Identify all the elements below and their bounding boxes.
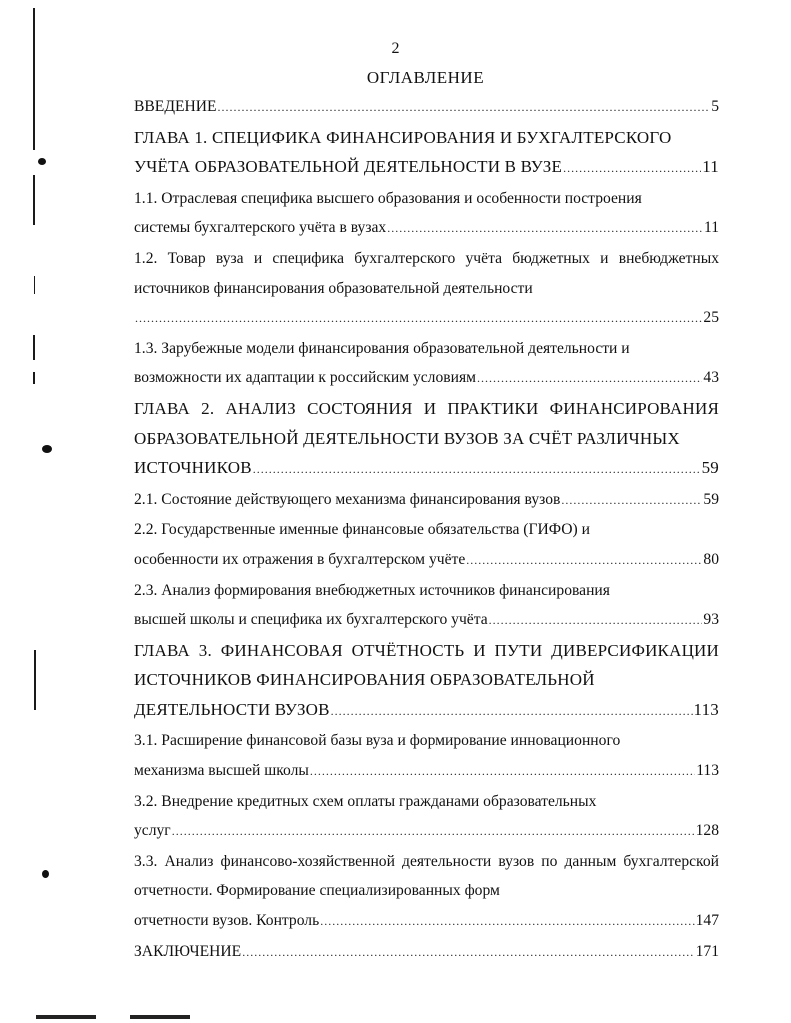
toc-entry[interactable] [134,334,719,394]
toc-entry-label: высшей школы и специфика их бухгалтерского учёта [134,611,488,629]
dot-leader [242,938,694,968]
toc-entry-text: 1.1. Отраслевая специфика высшего образования и особенности построения [134,189,642,207]
toc-entry-text: 1.3. Зарубежные модели финансирования образовательной деятельности и [134,339,630,357]
toc-page-number: 128 [695,822,719,840]
scan-noise [130,1015,190,1019]
dot-leader [477,364,702,394]
toc-entry-label: возможности их адаптации к российским условиям [134,369,477,387]
toc-page-number: 171 [695,942,719,960]
scan-edge-line [34,650,36,710]
toc-entry-text: 2.3. Анализ формирования внебюджетных источников финансирования [134,581,610,599]
toc-entry-label: ДЕЯТЕЛЬНОСТИ ВУЗОВ [134,699,330,719]
punch-hole-mark [38,158,46,165]
dot-leader [253,455,701,485]
toc-page-number: 11 [702,157,719,177]
dot-leader [135,304,702,334]
toc-entry[interactable] [134,92,719,123]
toc-entry-text: 2.2. Государственные именные финансовые обязательства (ГИФО) и [134,521,590,539]
toc-entry-label: услуг [134,822,171,840]
toc-entry-line [134,92,719,123]
toc-page-number: 113 [696,762,719,780]
toc-title: ОГЛАВЛЕНИЕ [366,68,485,87]
toc-entry-line [134,152,719,184]
toc-entry-label: системы бухгалтерского учёта в вузах [134,219,387,237]
toc-entry-line [134,605,719,636]
toc-entry-text: 1.2. Товар вуза и специфика бухгалтерского учёта бюджетных и внебюджетных источников финансирования образовательной деятельности [134,249,719,297]
dot-leader [563,154,701,184]
toc-entry-label: ВВЕДЕНИЕ [134,98,217,115]
toc-entry-line [134,363,719,394]
toc-entry-line [134,695,719,727]
scan-edge-line [34,276,35,294]
toc-entry-label: ЗАКЛЮЧЕНИЕ [134,942,242,960]
toc-entry-text: ГЛАВА 2. АНАЛИЗ СОСТОЯНИЯ И ПРАКТИКИ ФИНАНСИРОВАНИЯ ОБРАЗОВАТЕЛЬНОЙ ДЕЯТЕЛЬНОСТИ ВУЗОВ ЗА СЧЁТ РАЗЛИЧНЫХ [134,398,719,448]
toc-entry[interactable] [134,937,719,968]
toc-entry-label: ИСТОЧНИКОВ [134,458,252,478]
toc-entry[interactable] [134,726,719,786]
toc-entry-text: 3.3. Анализ финансово-хозяйственной деятельности вузов по данным бухгалтерской отчетности. Формирование специализированных форм [134,852,719,900]
scan-edge-line [33,335,35,360]
toc-page-number: 147 [695,912,719,930]
toc-page-number: 11 [703,219,719,237]
toc-entry-line [134,906,719,937]
toc-entry-line [134,937,719,968]
toc-entry-line [134,545,719,576]
toc-entry-label: 2.1. Состояние действующего механизма финансирования вузов [134,490,561,508]
punch-hole-mark [42,870,49,878]
dot-leader [387,214,703,244]
toc-page-number: 80 [703,550,719,568]
toc-entry[interactable] [134,485,719,516]
toc-entry[interactable] [134,244,719,334]
toc-entry-line [134,453,719,485]
toc-entry[interactable] [134,123,719,184]
dot-leader [561,486,702,516]
dot-leader [466,546,702,576]
dot-leader [172,817,695,847]
toc-page-number: 25 [703,309,719,327]
toc-entry[interactable] [134,394,719,485]
toc-entry-line [134,485,719,516]
toc-entry-label: отчетности вузов. Контроль [134,912,320,930]
toc-page-number: 43 [703,369,719,387]
toc-page-number: 5 [711,98,719,115]
table-of-contents [134,92,719,967]
toc-entry-text: ГЛАВА 3. ФИНАНСОВАЯ ОТЧЁТНОСТЬ И ПУТИ ДИВЕРСИФИКАЦИИ ИСТОЧНИКОВ ФИНАНСИРОВАНИЯ ОБРАЗОВАТЕЛЬНОЙ [134,640,719,690]
toc-entry-line [134,756,719,787]
page-number: 2 [391,40,400,57]
scan-edge-line [33,372,35,384]
toc-entry[interactable] [134,787,719,847]
dot-leader [320,907,694,937]
punch-hole-mark [42,445,52,453]
toc-page-number: 113 [693,699,719,719]
scan-edge-line [33,175,35,225]
toc-entry-label: УЧЁТА ОБРАЗОВАТЕЛЬНОЙ ДЕЯТЕЛЬНОСТИ В ВУЗЕ [134,157,563,177]
toc-entry-line [134,816,719,847]
dot-leader [218,93,711,123]
toc-entry-text: 3.1. Расширение финансовой базы вуза и формирование инновационного [134,732,621,750]
toc-page-number: 59 [701,458,719,478]
dot-leader [489,606,703,636]
toc-entry-text: 3.2. Внедрение кредитных схем оплаты гражданами образовательных [134,792,597,810]
toc-entry-label: особенности их отражения в бухгалтерском учёте [134,550,466,568]
toc-entry[interactable] [134,576,719,636]
toc-entry-text: ГЛАВА 1. СПЕЦИФИКА ФИНАНСИРОВАНИЯ И БУХГАЛТЕРСКОГО [134,127,672,147]
toc-page-number: 93 [703,611,719,629]
toc-entry-line [134,213,719,244]
scan-noise [36,1015,96,1019]
toc-page-number: 59 [703,490,719,508]
dot-leader [310,757,695,787]
toc-entry[interactable] [134,636,719,727]
toc-entry[interactable] [134,184,719,244]
toc-entry[interactable] [134,847,719,937]
toc-entry[interactable] [134,515,719,575]
toc-entry-label: механизма высшей школы [134,762,309,780]
dot-leader [331,697,693,727]
toc-entry-line [134,303,719,334]
